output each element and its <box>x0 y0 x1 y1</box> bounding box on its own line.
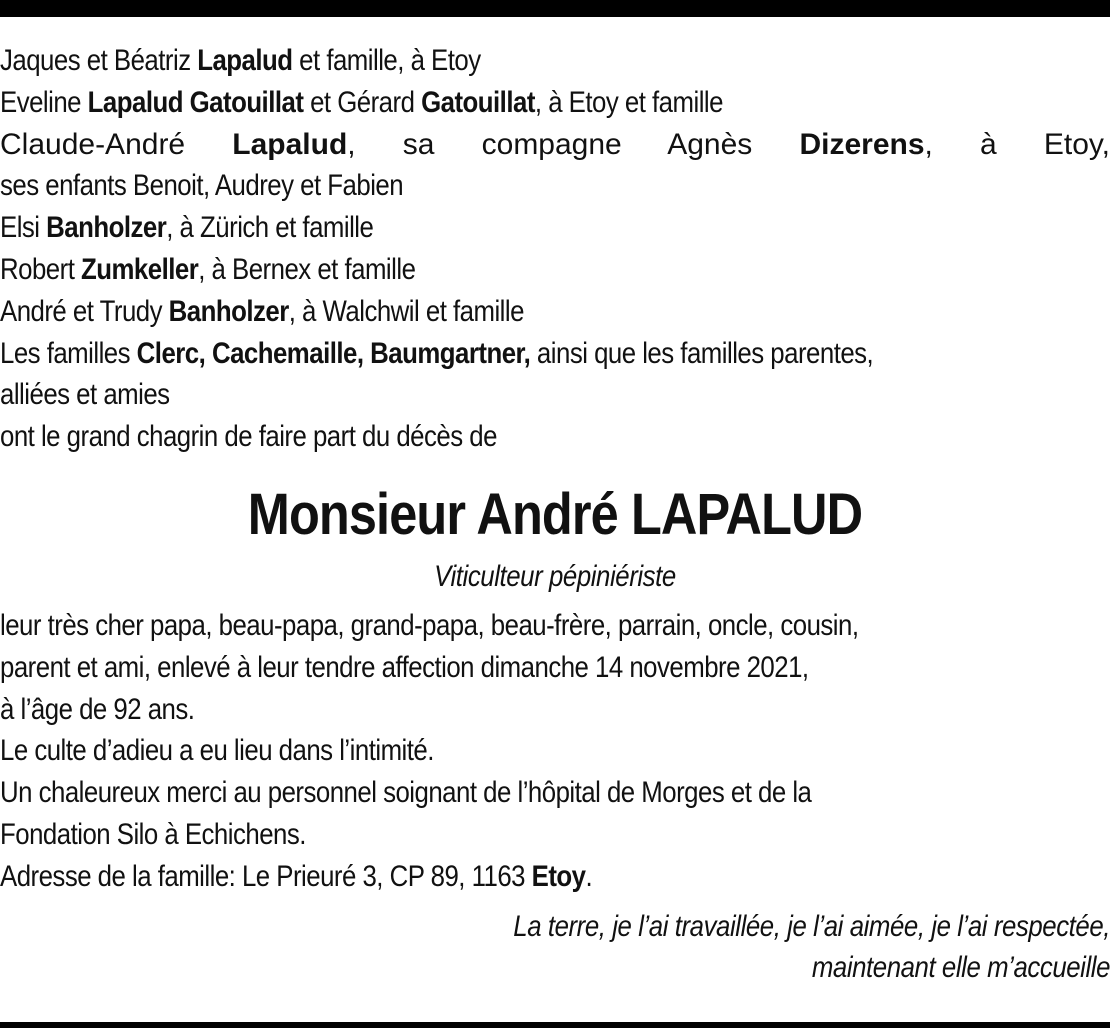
family-line: Elsi Banholzer, à Zürich et famille <box>0 211 374 245</box>
family-line: Claude-André Lapalud, sa compagne Agnès Dizerens, à Etoy, <box>0 127 1110 161</box>
obituary-notice <box>0 40 1110 989</box>
family-line: Les familles Clerc, Cachemaille, Baumgartner, ainsi que les familles parentes, <box>0 336 874 370</box>
surname: Gatouillat <box>421 85 535 119</box>
family-line: André et Trudy Banholzer, à Walchwil et famille <box>0 294 524 328</box>
family-line: Eveline Lapalud Gatouillat et Gérard Gatouillat, à Etoy et famille <box>0 85 723 119</box>
surname: Dizerens <box>799 127 925 161</box>
family-line: Robert Zumkeller, à Bernex et famille <box>0 252 416 286</box>
top-rule <box>0 0 1110 17</box>
deceased-profession: Viticulteur pépiniériste <box>434 559 676 593</box>
surname: Zumkeller <box>81 252 199 286</box>
surname: Banholzer <box>46 211 167 245</box>
epitaph <box>0 906 1110 990</box>
body-line: Un chaleureux merci au personnel soignant de l’hôpital de Morges et de la <box>0 776 812 810</box>
address-line: Adresse de la famille: Le Prieuré 3, CP 89, 1163 Etoy. <box>0 859 593 893</box>
family-line: Jaques et Béatriz Lapalud et famille, à Etoy <box>0 44 481 77</box>
body-line: leur très cher papa, beau-papa, grand-papa, beau-frère, parrain, oncle, cousin, <box>0 608 859 642</box>
surname: Banholzer <box>168 294 289 328</box>
deceased-name: Monsieur André LAPALUD <box>247 481 863 547</box>
surname: Lapalud Gatouillat <box>87 85 304 119</box>
epitaph-line: maintenant elle m’accueille <box>811 951 1110 985</box>
bottom-rule <box>0 1022 1110 1028</box>
town-name: Etoy <box>531 859 586 893</box>
body-line: Le culte d’adieu a eu lieu dans l’intimité. <box>0 734 434 768</box>
family-line: ses enfants Benoit, Audrey et Fabien <box>0 169 404 203</box>
surname: Lapalud <box>197 44 293 77</box>
body-line: Fondation Silo à Echichens. <box>0 817 306 851</box>
family-line: alliées et amies <box>0 378 170 412</box>
announcement-line: ont le grand chagrin de faire part du décès de <box>0 420 497 454</box>
notice-body <box>0 605 1110 898</box>
surname: Clerc, Cachemaille, Baumgartner, <box>136 336 531 370</box>
body-line: à l’âge de 92 ans. <box>0 692 195 726</box>
body-line: parent et ami, enlevé à leur tendre affection dimanche 14 novembre 2021, <box>0 650 809 684</box>
surname: Lapalud <box>232 127 348 161</box>
epitaph-line: La terre, je l’ai travaillée, je l’ai aimée, je l’ai respectée, <box>513 909 1110 943</box>
